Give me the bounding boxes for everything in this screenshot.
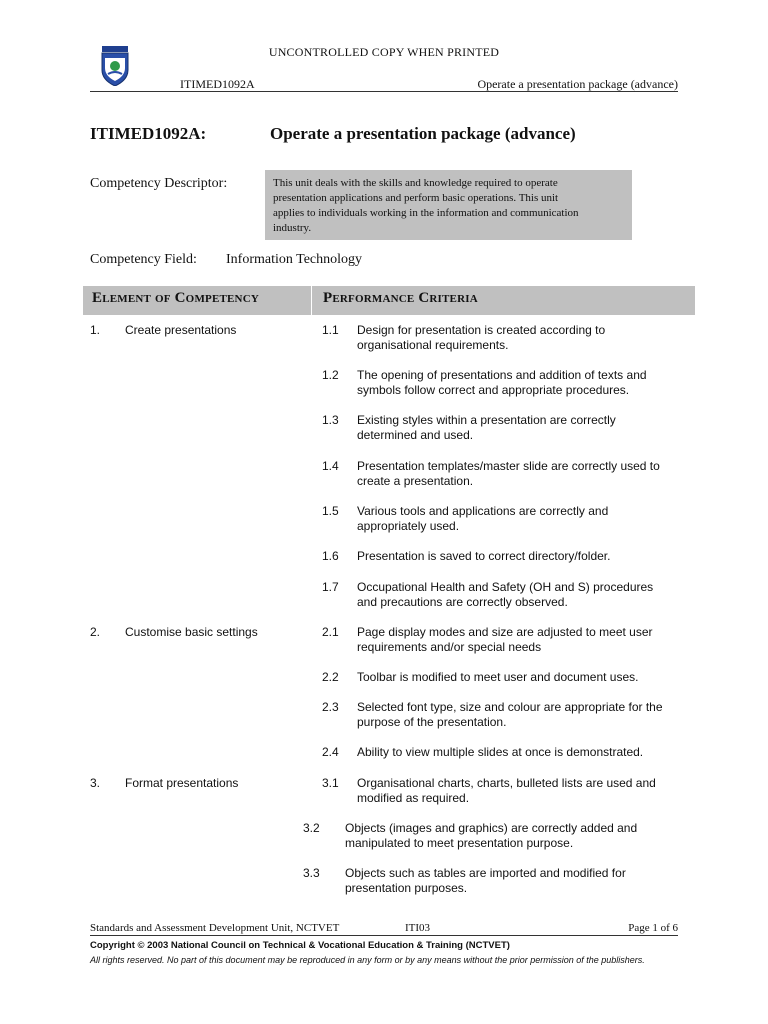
criterion-line: Objects such as tables are imported and modified for <box>345 866 626 880</box>
element-number: 3. <box>90 776 101 790</box>
descriptor-line: industry. <box>273 222 312 234</box>
criterion-line: symbols follow correct and appropriate procedures. <box>357 383 630 397</box>
criterion-line: determined and used. <box>357 428 474 442</box>
criterion-text <box>357 504 687 534</box>
field-label: Competency Field: <box>90 252 197 267</box>
criterion-line: purpose of the presentation. <box>357 715 507 729</box>
descriptor-line: applies to individuals working in the information and communication <box>273 207 579 219</box>
footer-doc-code: ITI03 <box>405 922 431 934</box>
criterion-number: 1.3 <box>322 413 339 427</box>
copyright-notice: Copyright © 2003 National Council on Technical & Vocational Education & Training (NCTVET) <box>90 940 510 951</box>
criterion-number: 3.3 <box>303 866 320 880</box>
criterion-number: 2.3 <box>322 700 339 714</box>
criterion-line: Various tools and applications are correctly and <box>357 504 609 518</box>
criterion-text <box>357 776 687 806</box>
element-name: Customise basic settings <box>125 625 258 639</box>
column-header-criteria: Performance Criteria <box>323 290 478 306</box>
element-name: Create presentations <box>125 323 237 337</box>
criterion-line: and precautions are correctly observed. <box>357 595 568 609</box>
criterion-line: Organisational charts, charts, bulleted lists are used and <box>357 776 656 790</box>
criterion-text <box>357 670 687 685</box>
element-number: 1. <box>90 323 101 337</box>
criterion-line: modified as required. <box>357 791 470 805</box>
criterion-text <box>357 700 687 730</box>
criterion-number: 1.7 <box>322 580 339 594</box>
criterion-line: Page display modes and size are adjusted to meet user <box>357 625 653 639</box>
criterion-text <box>345 821 675 851</box>
criterion-line: Objects (images and graphics) are correctly added and <box>345 821 638 835</box>
header-rule <box>90 91 678 92</box>
criterion-line: Selected font type, size and colour are appropriate for the <box>357 700 663 714</box>
criterion-line: requirements and/or special needs <box>357 640 542 654</box>
element-number: 2. <box>90 625 101 639</box>
footer-rule <box>90 935 678 936</box>
criterion-line: manipulated to meet presentation purpose. <box>345 836 574 850</box>
criterion-number: 1.4 <box>322 459 339 473</box>
criterion-line: organisational requirements. <box>357 338 509 352</box>
criterion-text <box>357 745 687 760</box>
criterion-text <box>357 368 687 398</box>
criterion-number: 1.2 <box>322 368 339 382</box>
footer-page-number: Page 1 of 6 <box>628 922 678 934</box>
criterion-text <box>357 625 687 655</box>
criterion-number: 2.4 <box>322 745 339 759</box>
header-unit-code: ITIMED1092A <box>180 77 255 91</box>
criterion-line: presentation purposes. <box>345 881 468 895</box>
descriptor-line: This unit deals with the skills and knowledge required to operate <box>273 177 558 189</box>
unit-title: Operate a presentation package (advance) <box>270 124 576 143</box>
criterion-line: Design for presentation is created according to <box>357 323 606 337</box>
criterion-text <box>357 323 687 353</box>
unit-code: ITIMED1092A: <box>90 124 207 143</box>
criterion-line: The opening of presentations and addition of texts and <box>357 368 647 382</box>
criterion-text <box>357 459 687 489</box>
criterion-line: Presentation is saved to correct directory/folder. <box>357 549 611 563</box>
criterion-text <box>357 549 687 564</box>
field-value: Information Technology <box>226 252 363 267</box>
criterion-number: 3.1 <box>322 776 339 790</box>
criterion-text <box>357 580 687 610</box>
criterion-line: appropriately used. <box>357 519 460 533</box>
element-name: Format presentations <box>125 776 239 790</box>
footer-organization: Standards and Assessment Development Unit, NCTVET <box>90 922 340 934</box>
descriptor-label: Competency Descriptor: <box>90 176 228 191</box>
criterion-line: Occupational Health and Safety (OH and S) procedures <box>357 580 654 594</box>
criterion-line: Presentation templates/master slide are correctly used to <box>357 459 660 473</box>
uncontrolled-copy-notice: UNCONTROLLED COPY WHEN PRINTED <box>268 45 500 59</box>
descriptor-line: presentation applications and perform basic operations. This unit <box>273 192 559 204</box>
rights-notice: All rights reserved. No part of this document may be reproduced in any form or by any means without the prior permission of the publishers. <box>90 955 645 965</box>
criterion-text <box>345 866 675 896</box>
header-divider <box>311 286 312 315</box>
criterion-text <box>357 413 687 443</box>
criterion-number: 2.2 <box>322 670 339 684</box>
criterion-number: 1.5 <box>322 504 339 518</box>
criterion-number: 3.2 <box>303 821 320 835</box>
criterion-line: Toolbar is modified to meet user and document uses. <box>357 670 639 684</box>
criterion-line: create a presentation. <box>357 474 474 488</box>
descriptor-text <box>265 170 632 240</box>
column-header-element: Element of Competency <box>92 290 259 306</box>
criterion-number: 1.6 <box>322 549 339 563</box>
header-unit-title: Operate a presentation package (advance) <box>477 77 678 91</box>
criterion-number: 1.1 <box>322 323 339 337</box>
criterion-line: Existing styles within a presentation are correctly <box>357 413 616 427</box>
criterion-line: Ability to view multiple slides at once is demonstrated. <box>357 745 644 759</box>
criterion-number: 2.1 <box>322 625 339 639</box>
